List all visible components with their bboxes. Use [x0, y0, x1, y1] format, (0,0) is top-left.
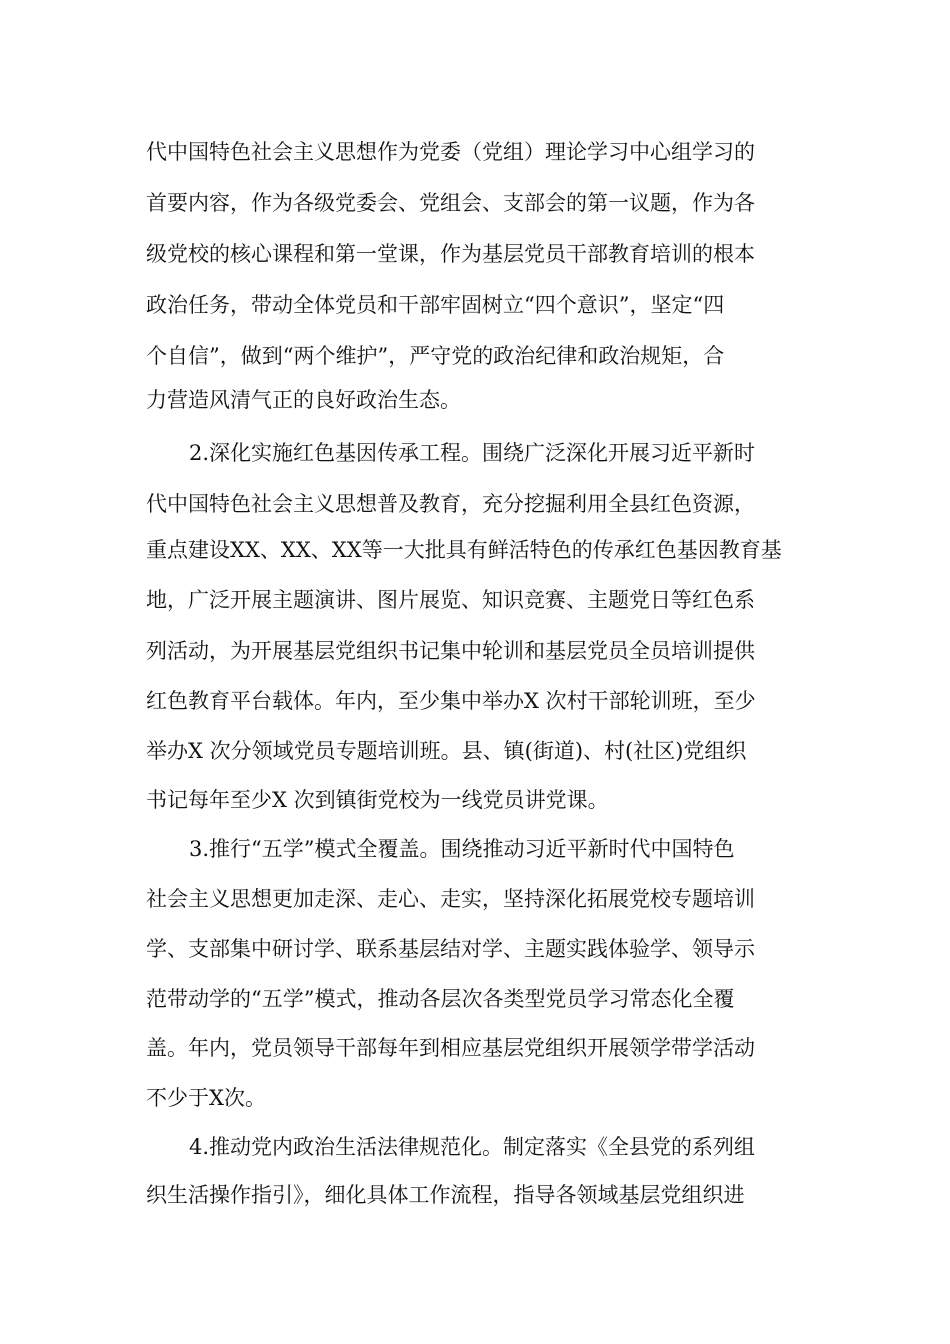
text-line: 举办X 次分领域党员专题培训班。县、镇(街道)、村(社区)党组织 [146, 739, 747, 763]
paragraph-3-start: 3.推行“五学”模式全覆盖。围绕推动习近平新时代中国特色 [189, 837, 735, 861]
text-line: 红色教育平台载体。年内，至少集中举办X 次村干部轮训班，至少 [146, 689, 756, 713]
text-line: 个自信”，做到“两个维护”，严守党的政治纪律和政治规矩，合 [146, 344, 725, 368]
text-line: 力营造风清气正的良好政治生态。 [146, 388, 461, 412]
text-line: 范带动学的“五学”模式，推动各层次各类型党员学习常态化全覆 [146, 987, 735, 1011]
text-line: 书记每年至少X 次到镇街党校为一线党员讲党课。 [146, 788, 609, 812]
paragraph-2-start: 2.深化实施红色基因传承工程。围绕广泛深化开展习近平新时 [189, 441, 756, 465]
text-line: 首要内容，作为各级党委会、党组会、支部会的第一议题，作为各 [146, 191, 755, 215]
text-line: 代中国特色社会主义思想作为党委（党组）理论学习中心组学习的 [146, 140, 755, 164]
text-line: 盖。年内，党员领导干部每年到相应基层党组织开展领学带学活动 [146, 1036, 755, 1060]
text-line: 重点建设XX、XX、XX等一大批具有鲜活特色的传承红色基因教育基 [146, 538, 782, 562]
text-line: 代中国特色社会主义思想普及教育，充分挖掘利用全县红色资源， [146, 492, 755, 516]
text-line: 级党校的核心课程和第一堂课，作为基层党员干部教育培训的根本 [146, 242, 755, 266]
text-line: 政治任务，带动全体党员和干部牢固树立“四个意识”，坚定“四 [146, 293, 725, 317]
text-line: 地，广泛开展主题演讲、图片展览、知识竞赛、主题党日等红色系 [146, 588, 755, 612]
paragraph-4-start: 4.推动党内政治生活法律规范化。制定落实《全县党的系列组 [189, 1135, 756, 1159]
text-line: 织生活操作指引》，细化具体工作流程，指导各领域基层党组织进 [146, 1183, 745, 1207]
text-line: 社会主义思想更加走深、走心、走实，坚持深化拓展党校专题培训 [146, 887, 755, 911]
text-line: 不少于X次。 [146, 1086, 266, 1110]
text-line: 列活动，为开展基层党组织书记集中轮训和基层党员全员培训提供 [146, 639, 755, 663]
text-line: 学、支部集中研讨学、联系基层结对学、主题实践体验学、领导示 [146, 937, 755, 961]
